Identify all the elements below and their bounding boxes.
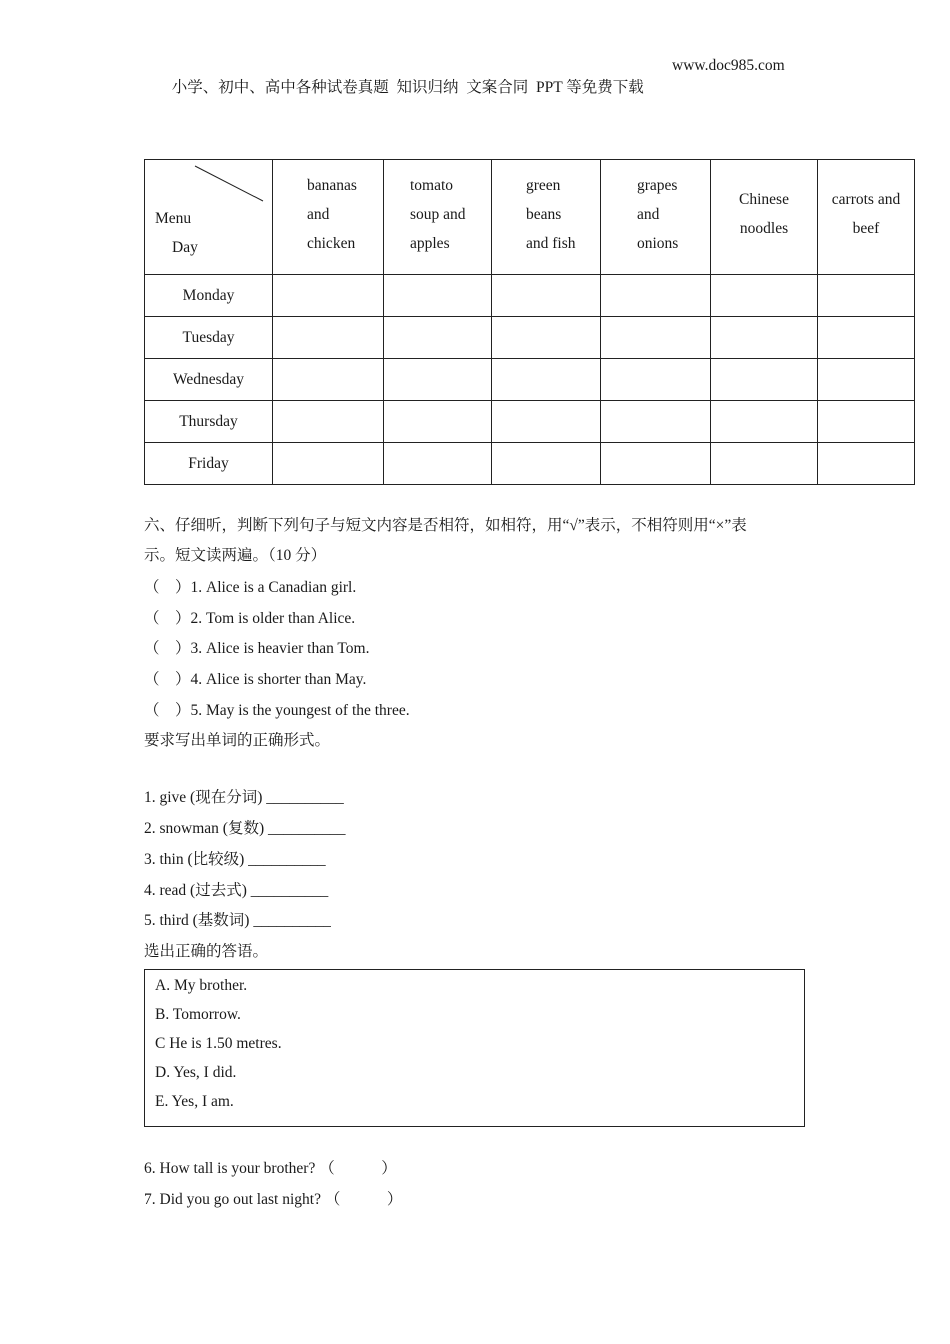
table-cell[interactable]	[601, 275, 711, 317]
table-row	[145, 359, 915, 401]
day-label: Wednesday	[145, 359, 273, 401]
column-header-line: grapes	[637, 177, 678, 194]
column-header	[273, 160, 384, 275]
day-label: Monday	[145, 275, 273, 317]
table-cell[interactable]	[711, 317, 818, 359]
table-cell[interactable]	[492, 401, 601, 443]
table-cell[interactable]	[601, 359, 711, 401]
wordform-item: 5. third (基数词) __________	[144, 912, 331, 929]
table-header-row	[145, 160, 915, 275]
wordform-item: 1. give (现在分词) __________	[144, 789, 344, 806]
section6-instruction-line2: 示。短文读两遍。（10 分）	[144, 547, 327, 564]
table-cell[interactable]	[384, 359, 492, 401]
table-cell[interactable]	[273, 275, 384, 317]
day-label: Thursday	[145, 401, 273, 443]
table-cell[interactable]	[492, 359, 601, 401]
menu-table	[144, 159, 915, 485]
choose-question: 7. Did you go out last night? （ ）	[144, 1191, 403, 1208]
table-cell[interactable]	[818, 359, 915, 401]
wordform-item: 2. snowman (复数) __________	[144, 820, 346, 837]
answer-option: C He is 1.50 metres.	[155, 1035, 282, 1052]
table-row	[145, 317, 915, 359]
day-label: Tuesday	[145, 317, 273, 359]
column-header-line: green	[526, 177, 561, 194]
table-cell[interactable]	[273, 317, 384, 359]
page-header	[164, 57, 785, 115]
table-cell[interactable]	[273, 443, 384, 485]
table-cell[interactable]	[818, 401, 915, 443]
column-header	[818, 160, 915, 275]
column-header-line: tomato	[410, 177, 454, 194]
table-cell[interactable]	[818, 443, 915, 485]
column-header-line: bananas	[307, 177, 357, 194]
answer-option: E. Yes, I am.	[155, 1093, 234, 1110]
table-cell[interactable]	[384, 317, 492, 359]
judgement-item: （ ）4. Alice is shorter than May.	[144, 671, 367, 688]
table-cell[interactable]	[711, 443, 818, 485]
answer-option: A. My brother.	[155, 977, 248, 994]
column-header	[384, 160, 492, 275]
table-row	[145, 401, 915, 443]
day-label: Friday	[145, 443, 273, 485]
table-cell[interactable]	[492, 275, 601, 317]
column-header	[601, 160, 711, 275]
wordform-title: 要求写出单词的正确形式。	[144, 732, 331, 749]
choose-question: 6. How tall is your brother? （ ）	[144, 1160, 397, 1177]
column-header-line: apples	[410, 235, 450, 252]
corner-menu-label: Menu	[155, 210, 192, 227]
judgement-item: （ ）1. Alice is a Canadian girl.	[144, 579, 357, 596]
column-header-line: soup and	[410, 206, 466, 223]
table-cell[interactable]	[601, 401, 711, 443]
answer-options-box	[144, 969, 805, 1127]
table-cell[interactable]	[818, 317, 915, 359]
judgement-item: （ ）5. May is the youngest of the three.	[144, 702, 410, 719]
table-cell[interactable]	[384, 443, 492, 485]
column-header-line: and	[307, 206, 330, 223]
column-header-line: carrots and	[831, 191, 901, 208]
column-header-line: noodles	[739, 220, 789, 237]
table-cell[interactable]	[273, 359, 384, 401]
corner-cell	[145, 160, 273, 275]
column-header	[492, 160, 601, 275]
header-text: 小学、初中、高中各种试卷真题 知识归纳 文案合同 PPT 等免费下载	[171, 79, 644, 96]
column-header-line: beef	[852, 220, 880, 237]
answer-option: D. Yes, I did.	[155, 1064, 237, 1081]
answer-option: B. Tomorrow.	[155, 1006, 241, 1023]
table-cell[interactable]	[818, 275, 915, 317]
table-cell[interactable]	[492, 443, 601, 485]
column-header-line: onions	[637, 235, 679, 252]
column-header	[711, 160, 818, 275]
judgement-item: （ ）3. Alice is heavier than Tom.	[144, 640, 370, 657]
table-cell[interactable]	[384, 401, 492, 443]
table-cell[interactable]	[601, 317, 711, 359]
table-cell[interactable]	[711, 359, 818, 401]
column-header-line: beans	[526, 206, 562, 223]
table-cell[interactable]	[601, 443, 711, 485]
column-header-line: Chinese	[739, 191, 789, 208]
table-cell[interactable]	[711, 401, 818, 443]
choose-title: 选出正确的答语。	[144, 943, 269, 960]
table-row	[145, 275, 915, 317]
wordform-item: 4. read (过去式) __________	[144, 882, 329, 899]
wordform-item: 3. thin (比较级) __________	[144, 851, 326, 868]
column-header-line: and fish	[526, 235, 576, 252]
corner-day-label: Day	[172, 239, 198, 256]
judgement-item: （ ）2. Tom is older than Alice.	[144, 610, 356, 627]
table-cell[interactable]	[711, 275, 818, 317]
column-header-line: and	[637, 206, 660, 223]
header-url[interactable]: www.doc985.com	[672, 57, 785, 74]
table-row	[145, 443, 915, 485]
table-cell[interactable]	[273, 401, 384, 443]
section6-instruction-line1: 六、仔细听，判断下列句子与短文内容是否相符，如相符，用“√”表示，不相符则用“×”表	[144, 517, 747, 534]
table-cell[interactable]	[384, 275, 492, 317]
table-cell[interactable]	[492, 317, 601, 359]
column-header-line: chicken	[307, 235, 356, 252]
